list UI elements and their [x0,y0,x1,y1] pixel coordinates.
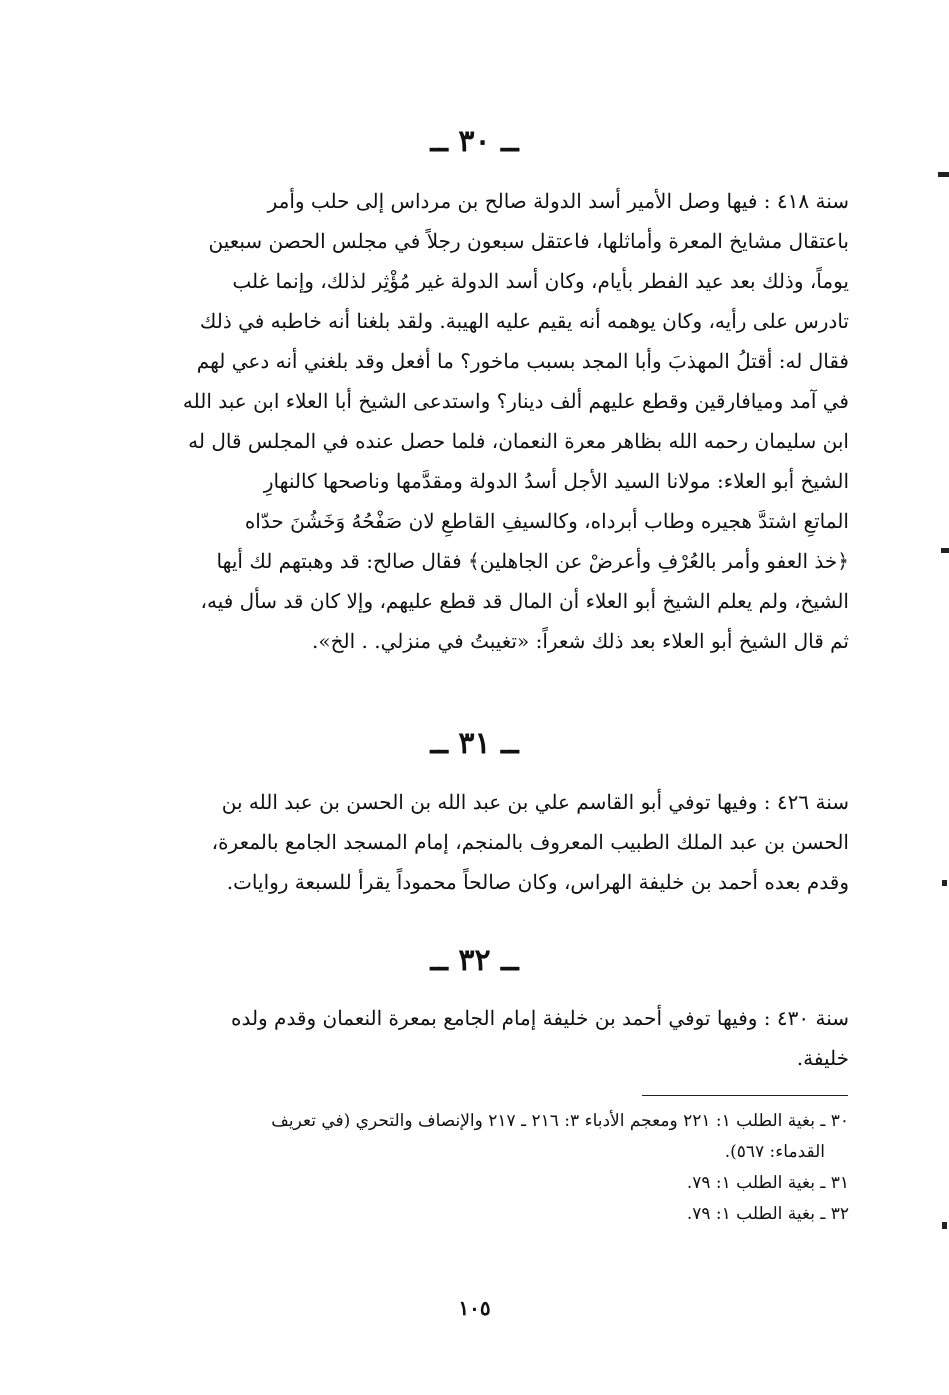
section-heading-32: ــ ٣٢ ــ [430,943,519,978]
section-body-31 [125,782,849,902]
text-line: في آمد وميافارقين وقطع عليهم ألف دينار؟ واستدعى الشيخ أبا العلاء ابن عبد الله [182,389,849,413]
text-line: ﴿خذ العفو وأمر بالعُرْفِ وأعرضْ عن الجاهلين﴾ فقال صالح: قد وهبتهم لك أيها [216,549,849,573]
text-line: سنة ٤٢٦ : وفيها توفي أبو القاسم علي بن عبد الله بن الحسن بن عبد الله بن [221,790,849,814]
section-heading-31: ــ ٣١ ــ [430,726,519,761]
section-body-30 [125,181,849,661]
text-line: ثم قال الشيخ أبو العلاء بعد ذلك شعراً: «تغيبتُ في منزلي. . الخ». [312,629,849,653]
footnotes [125,1106,849,1230]
text-line: سنة ٤٣٠ : وفيها توفي أحمد بن خليفة إمام الجامع بمعرة النعمان وقدم ولده [230,1006,849,1030]
footnote-line: ٣٢ ـ بغية الطلب ١: ٧٩. [686,1204,849,1224]
text-line: الحسن بن عبد الملك الطبيب المعروف بالمنجم، إمام المسجد الجامع بالمعرة، [211,830,849,854]
section-body-32 [125,998,849,1078]
scan-edge-mark [942,880,947,886]
section-heading-30: ــ ٣٠ ــ [430,124,519,159]
text-line: سنة ٤١٨ : فيها وصل الأمير أسد الدولة صالح بن مرداس إلى حلب وأمر [267,189,849,213]
footnote-line: ٣١ ـ بغية الطلب ١: ٧٩. [686,1173,849,1193]
text-line: الشيخ أبو العلاء: مولانا السيد الأجل أسدُ الدولة ومقدَّمها وناصحها كالنهارِ [263,469,849,493]
text-line: وقدم بعده أحمد بن خليفة الهراس، وكان صالحاً محموداً يقرأ للسبعة روايات. [226,870,849,894]
text-line: الشيخ، ولم يعلم الشيخ أبو العلاء أن المال قد قطع عليهم، وإلا كان قد سأل فيه، [200,589,849,613]
text-line: فقال له: أقتلُ المهذبَ وأبا المجد بسبب ماخور؟ ما أفعل وقد بلغني أنه دعي لهم [196,349,849,373]
page-number: ١٠٥ [458,1296,491,1320]
text-line: يوماً، وذلك بعد عيد الفطر بأيام، وكان أسد الدولة غير مُؤْثِر لذلك، وإنما غلب [232,269,849,293]
scan-edge-mark [942,1222,947,1229]
footnote-line: ٣٠ ـ بغية الطلب ١: ٢٢١ ومعجم الأدباء ٣: ٢١٦ ـ ٢١٧ والإنصاف والتحري (في تعريف [271,1111,849,1131]
footnote-line: القدماء: ٥٦٧). [724,1142,825,1162]
footnote-separator [642,1095,848,1096]
scan-edge-mark [941,548,949,553]
scan-edge-mark [938,172,949,177]
text-line: خليفة. [796,1046,849,1070]
text-line: الماتعِ اشتدَّ هجيره وطاب أبرداه، وكالسيفِ القاطعِ لان صَفْحُهُ وَخَشُنَ حدّاه [244,509,849,533]
text-line: ابن سليمان رحمه الله بظاهر معرة النعمان، فلما حصل عنده في المجلس قال له [188,429,849,453]
text-line: باعتقال مشايخ المعرة وأماثلها، فاعتقل سبعون رجلاً في مجلس الحصن سبعين [208,229,849,253]
text-line: تادرس على رأيه، وكان يوهمه أنه يقيم عليه الهيبة. ولقد بلغنا أنه خاطبه في ذلك [199,309,849,333]
